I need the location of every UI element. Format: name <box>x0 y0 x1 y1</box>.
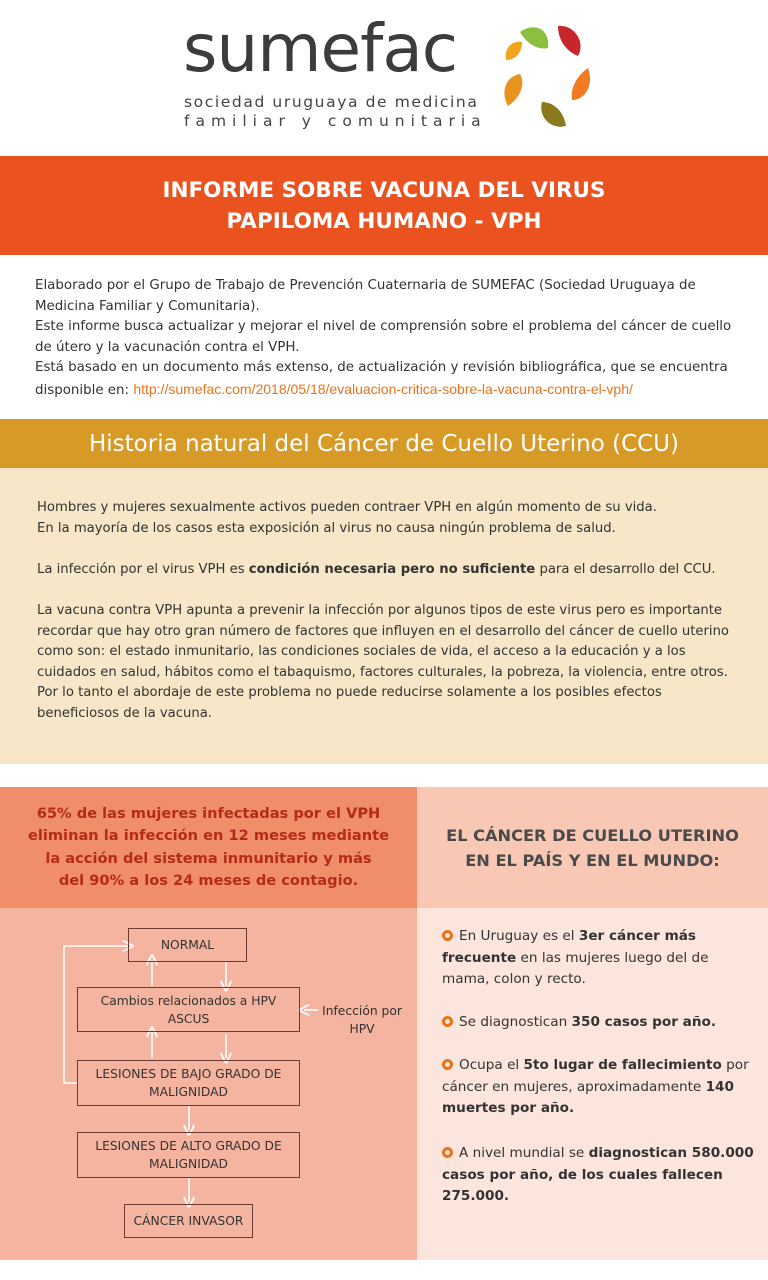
document-link[interactable]: http://sumefac.com/2018/05/18/evaluacion-critica-sobre-la-vacuna-contra-el-vph/ <box>133 380 633 397</box>
intro-text <box>35 276 740 402</box>
flow-infection-label-2: HPV <box>349 1022 375 1036</box>
history-line-2: En la mayoría de los casos esta exposición al virus no causa ningún problema de salud. <box>37 520 616 536</box>
logo-wordmark: sumefac <box>183 10 458 87</box>
fact-1-post: en las mujeres luego del de mama, colon y recto. <box>442 949 709 987</box>
fact-2 <box>442 1012 757 1034</box>
intro-paragraph-3 <box>35 358 740 401</box>
flow-changes-label-1: Cambios relacionados a HPV <box>100 993 277 1008</box>
intro-paragraph-2: Este informe busca actualizar y mejorar el nivel de comprensión sobre el problema del cáncer de cuello de útero y la vacunación contra el VPH. <box>35 319 732 355</box>
flow-box-high-grade <box>77 1132 300 1178</box>
fact-2-bold: 350 casos por año. <box>571 1014 717 1030</box>
flow-low-label-1: LESIONES DE BAJO GRADO DE <box>95 1067 282 1081</box>
logo-flower-icon <box>500 20 596 130</box>
title-line-1: INFORME SOBRE VACUNA DEL VIRUS <box>162 177 606 203</box>
flow-high-label-2: MALIGNIDAD <box>149 1157 228 1171</box>
world-heading-line-2: EN EL PAÍS Y EN EL MUNDO: <box>465 850 720 870</box>
fact-4-bold: diagnostican 580.000 casos por año, de los cuales fallecen 275.000. <box>442 1145 754 1204</box>
fact-1 <box>442 926 757 991</box>
flow-invasive-label: CÁNCER INVASOR <box>133 1214 244 1228</box>
flow-box-low-grade <box>77 1060 300 1106</box>
flow-diagram <box>0 908 417 1260</box>
flow-low-label-2: MALIGNIDAD <box>149 1085 228 1099</box>
section-heading <box>0 419 768 468</box>
bullet-circle-icon <box>442 1059 453 1070</box>
fact-3-bold-2: 140 muertes por año. <box>442 1078 734 1116</box>
world-heading-line-1: EL CÁNCER DE CUELLO UTERINO <box>446 825 739 845</box>
history-line-1: Hombres y mujeres sexualmente activos pueden contraer VPH en algún momento de su vida. <box>37 500 657 515</box>
title-line-2: PAPILOMA HUMANO - VPH <box>226 208 542 234</box>
intro-paragraph-1: Elaborado por el Grupo de Trabajo de Prevención Cuaternaria de SUMEFAC (Sociedad Uruguaya de Medicina Familiar y Comunitaria). <box>35 278 696 314</box>
world-heading-panel <box>417 787 768 908</box>
history-text <box>37 498 737 725</box>
flow-box-invasive <box>124 1204 253 1238</box>
logo-subtitle-line1: sociedad uruguaya de medicina <box>184 93 479 111</box>
section-title: Historia natural del Cáncer de Cuello Uterino (CCU) <box>89 430 679 457</box>
fact-3-bold: 5to lugar de fallecimiento <box>523 1057 722 1073</box>
fact-1-bold: 3er cáncer más frecuente <box>442 928 697 966</box>
fact-3 <box>442 1055 757 1120</box>
flow-changes-label-2: ASCUS <box>167 1011 210 1026</box>
fact-2-pre: Se diagnostican <box>459 1014 572 1030</box>
bullet-circle-icon <box>442 1016 453 1027</box>
bullet-circle-icon <box>442 930 453 941</box>
header <box>0 0 768 156</box>
logo-subtitle-line2: familiar y comunitaria <box>184 112 487 130</box>
history-p2-pre: La infección por el virus VPH es <box>37 561 249 577</box>
flow-box-normal <box>128 928 247 962</box>
fact-3-mid: por cáncer en mujeres, aproximadamente <box>442 1057 749 1095</box>
fact-1-pre: En Uruguay es el <box>459 928 579 944</box>
flow-high-label-1: LESIONES DE ALTO GRADO DE <box>95 1139 282 1153</box>
history-p2-bold: condición necesaria pero no suficiente <box>248 561 536 577</box>
history-section <box>0 468 768 764</box>
fact-4-pre: A nivel mundial se <box>459 1145 589 1161</box>
stat-line-2: eliminan la infección en 12 meses mediante <box>27 827 390 844</box>
fact-3-pre: Ocupa el <box>459 1057 524 1073</box>
stat-panel <box>0 787 417 908</box>
flow-infection-label <box>316 1002 408 1038</box>
stat-line-1: 65% de las mujeres infectadas por el VPH <box>36 804 381 822</box>
history-p2-post: para el desarrollo del CCU. <box>535 561 716 577</box>
flow-box-changes <box>77 987 300 1032</box>
flow-infection-label-1: Infección por <box>322 1004 402 1018</box>
bullet-circle-icon <box>442 1147 453 1158</box>
history-paragraph-2 <box>37 560 737 581</box>
stat-line-3: la acción del sistema inmunitario y más <box>45 849 372 867</box>
flow-normal-label: NORMAL <box>160 938 215 952</box>
stat-line-4: del 90% a los 24 meses de contagio. <box>58 872 359 889</box>
history-paragraph-4: Por lo tanto el abordaje de este problema no puede reducirse solamente a los posibles efectos beneficiosos de la vacuna. <box>37 685 662 721</box>
intro-paragraph-3-text: Está basado en un documento más extenso, de actualización y revisión bibliográfica, que se encuentra disponible en: <box>35 360 728 398</box>
fact-4 <box>442 1143 757 1208</box>
title-banner <box>0 156 768 255</box>
history-paragraph-3: La vacuna contra VPH apunta a prevenir la infección por algunos tipos de este virus pero es importante recordar que hay otro gran número de factores que influyen en el desarrollo del cáncer de cuello uterino como son: el estado inmunitario, las condiciones sociales de vida, el acceso a la educación y a los cuidados en salud, hábitos como el tabaquismo, factores culturales, la pobreza, la violencia, entre otros. <box>37 602 729 680</box>
